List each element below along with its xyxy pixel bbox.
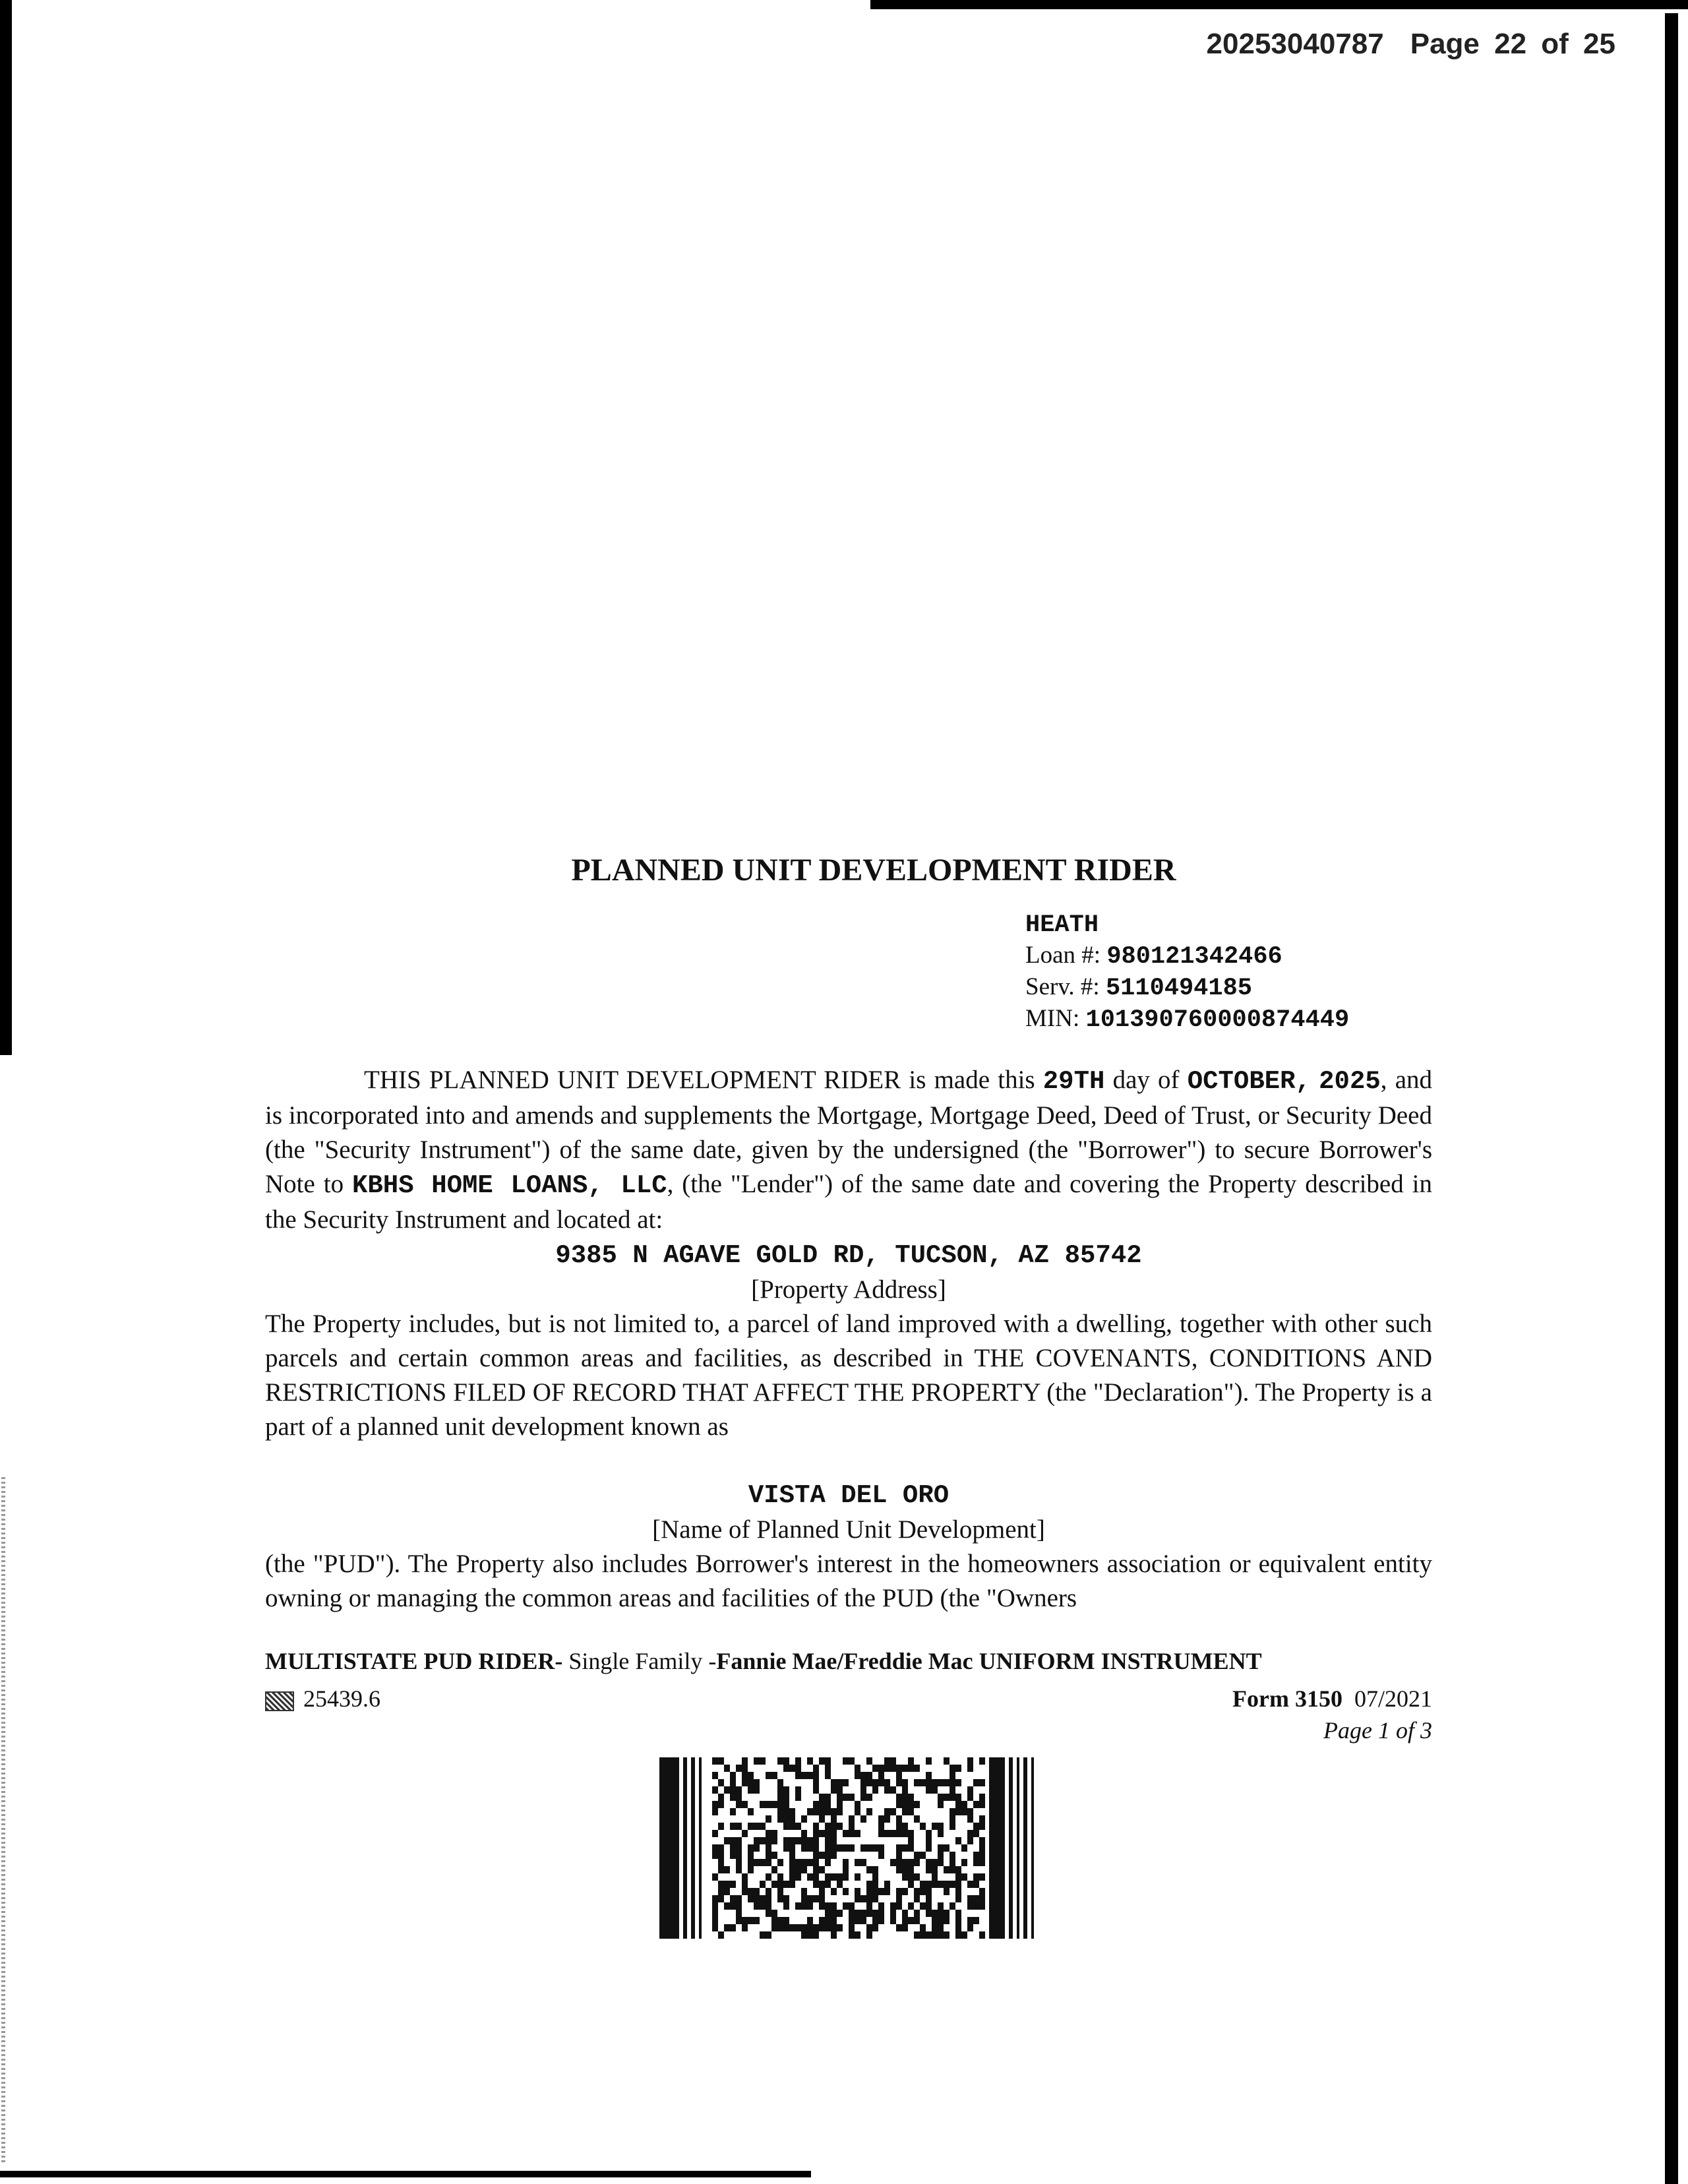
min-label: MIN:	[1025, 1005, 1080, 1032]
pud-name-label: [Name of Planned Unit Development]	[652, 1515, 1045, 1544]
loan-number: 980121342466	[1106, 943, 1282, 971]
intro-text-b: day of	[1104, 1066, 1188, 1094]
page-number: Page 22 of 25	[1410, 28, 1615, 60]
loan-label: Loan #:	[1025, 942, 1101, 969]
scan-edge-left	[0, 0, 12, 1055]
form-number	[1232, 1685, 1432, 1713]
rider-month: OCTOBER,	[1187, 1067, 1311, 1096]
form-code	[265, 1685, 380, 1713]
rider-year: 2025	[1319, 1067, 1381, 1096]
intro-text-a: THIS PLANNED UNIT DEVELOPMENT RIDER is made this	[364, 1066, 1043, 1094]
scan-edge-right	[1665, 13, 1678, 2184]
intro-text-c: , and is incorporated into and amends and supplements the Mortgage, Mortgage Deed, Deed of Trust, or Security Deed (the "Security Instrument") of the same date, given by the undersigned (the "Borrower") to secure Borrower's Note to	[265, 1066, 1433, 1198]
lender-name: KBHS HOME LOANS, LLC	[352, 1171, 667, 1200]
form-number-label: Form 3150	[1232, 1685, 1342, 1712]
serv-number: 5110494185	[1105, 975, 1252, 1002]
property-address-label: [Property Address]	[751, 1275, 946, 1304]
scan-edge-dots	[1, 1477, 5, 2163]
borrower-name: HEATH	[1025, 911, 1099, 939]
ellie-mae-logo-icon	[265, 1691, 294, 1711]
serv-label: Serv. #:	[1025, 973, 1100, 1000]
form-title-mid: Single Family -	[562, 1648, 717, 1674]
pdf417-barcode	[659, 1757, 1035, 1939]
form-title	[265, 1647, 1262, 1675]
form-code-value: 25439.6	[303, 1685, 380, 1712]
recording-header	[1207, 28, 1615, 61]
form-page-number: Page 1 of 3	[1323, 1717, 1432, 1744]
property-address: 9385 N AGAVE GOLD RD, TUCSON, AZ 85742	[555, 1241, 1142, 1270]
property-paragraph: The Property includes, but is not limited to, a parcel of land improved with a dwelling, together with other such parcels and certain common areas and facilities, as described in THE COVENANTS, CONDITIONS AND RESTRICTIONS FILED OF RECORD THAT AFFECT THE PROPERTY (the "Declaration"). The Property is a part of a planned unit development known as	[265, 1310, 1432, 1441]
form-date: 07/2021	[1354, 1685, 1432, 1712]
form-title-bold: MULTISTATE PUD RIDER-	[265, 1648, 563, 1674]
pud-name: VISTA DEL ORO	[748, 1481, 950, 1510]
intro-paragraph	[265, 1063, 1432, 1237]
intro-text-d: , (the "Lender") of the same date and covering the Property described in the Security Instrument and located at:	[265, 1170, 1432, 1234]
scan-edge-bottom	[0, 2171, 811, 2177]
pud-paragraph: (the "PUD"). The Property also includes Borrower's interest in the homeowners association or equivalent entity owning or managing the common areas and facilities of the PUD (the "Owners	[265, 1550, 1432, 1612]
form-title-bold-2: Fannie Mae/Freddie Mac UNIFORM INSTRUMENT	[716, 1648, 1262, 1674]
scan-edge-top	[870, 0, 1688, 9]
rider-day: 29TH	[1042, 1067, 1105, 1096]
min-number: 101390760000874449	[1085, 1006, 1350, 1034]
page-title: PLANNED UNIT DEVELOPMENT RIDER	[571, 853, 1176, 888]
document-number: 20253040787	[1206, 28, 1384, 60]
loan-info-block	[1025, 909, 1349, 1035]
